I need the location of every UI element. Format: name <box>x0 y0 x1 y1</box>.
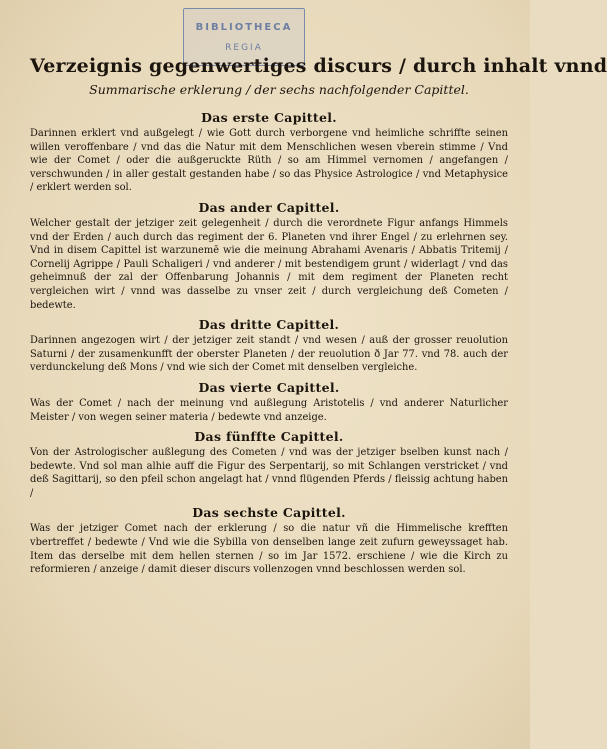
chapter-2 <box>30 200 508 312</box>
page-title: Verzeignis gegenwertiges discurs / durch inhalt vnnd <box>30 55 607 77</box>
chapter-body: Was der Comet / nach der meinung vnd außlegung Aristotelis / vnd anderer Naturlicher Meister / von wegen seiner materia / bedewte vnd anzeige. <box>30 397 508 423</box>
chapter-5 <box>30 429 508 500</box>
chapter-heading: Das sechste Capittel. <box>192 505 346 521</box>
stamp-line-1: BIBLIOTHECA <box>195 21 293 33</box>
chapter-body: Welcher gestalt der jetziger zeit gelegenheit / durch die verordnete Figur anfangs Himmels vnd der Erden / auch durch das regiment der 6. Planeten vnd ihrer Engel / zu erlehrnen sey. Vnd in disem Capittel ist warzunemē wie die meinung Abrahami Avenaris / Abbatis Tritemij / Cornelij Agrippe / Pauli Schaligeri / vnd anderer / mit bestendigem grunt / widerlagt / vnd das geheimnuß der zal der Offenbarung Johannis / mit dem regiment der Planeten recht vergleichen wirt / vnnd was dasselbe zu vnser zeit / durch vergleichung deß Cometen / bedewte. <box>30 217 508 311</box>
chapter-list <box>30 108 508 582</box>
chapter-body: Was der jetziger Comet nach der erklerung / so die natur vñ die Himmelische krefften vbertreffet / bedewte / Vnd wie die Sybilla von denselben lange zeit zufurn geweyssaget hab. Item das derselbe mit dem hellen sternen / so im Jar 1572. erschiene / wie die Kirch zu reformieren / anzeige / damit dieser discurs vollenzogen vnnd beschlossen werden sol. <box>30 523 508 576</box>
chapter-heading: Das erste Capittel. <box>201 110 337 125</box>
chapter-heading: Das vierte Capittel. <box>198 379 340 395</box>
chapter-4 <box>30 380 508 424</box>
chapter-body: Darinnen erklert vnd außgelegt / wie Gott durch verborgene vnd heimliche schriffte seinen willen veroffenbare / vnd das die Natur mit dem Menschlichen wesen vberein stimme / Vnd wie der Comet / oder die außgeruckte Rüth / so am Himmel vernomen / angefangen / verschwunden / in aller gestalt gestanden habe / so das Physice Astrologice / vnd Metaphysice / erklert werden sol. <box>30 128 508 194</box>
chapter-heading: Das ander Capittel. <box>198 199 340 215</box>
chapter-body: Darinnen angezogen wirt / der jetziger zeit standt / vnd wesen / auß der grosser reuolution Saturni / der zusamenkunfft der oberster Planeten / der reuolution ð Jar 77. vnd 78. auch der verdunckelung deß Mons / vnd wie sich der Comet mit denselben vergleiche. <box>30 335 508 374</box>
page-subtitle: Summarische erklerung / der sechs nachfolgender Capittel. <box>89 82 469 97</box>
chapter-heading: Das dritte Capittel. <box>198 317 340 333</box>
chapter-3 <box>30 317 508 375</box>
chapter-1 <box>30 110 508 195</box>
chapter-6 <box>30 505 508 576</box>
chapter-body: Von der Astrologischer außlegung des Cometen / vnd was der jetziger bselben kunst nach / bedewte. Vnd sol man alhie auff die Figur des Serpentarij, so mit Schlangen verstricket / vnd deß Sagittarij, so den pfeil schon angelagt hat / vnnd flügenden Pferds / fleissig achtung haben / <box>30 447 508 499</box>
stamp-line-2: REGIA <box>225 42 263 53</box>
chapter-heading: Das fünffte Capittel. <box>194 429 344 445</box>
